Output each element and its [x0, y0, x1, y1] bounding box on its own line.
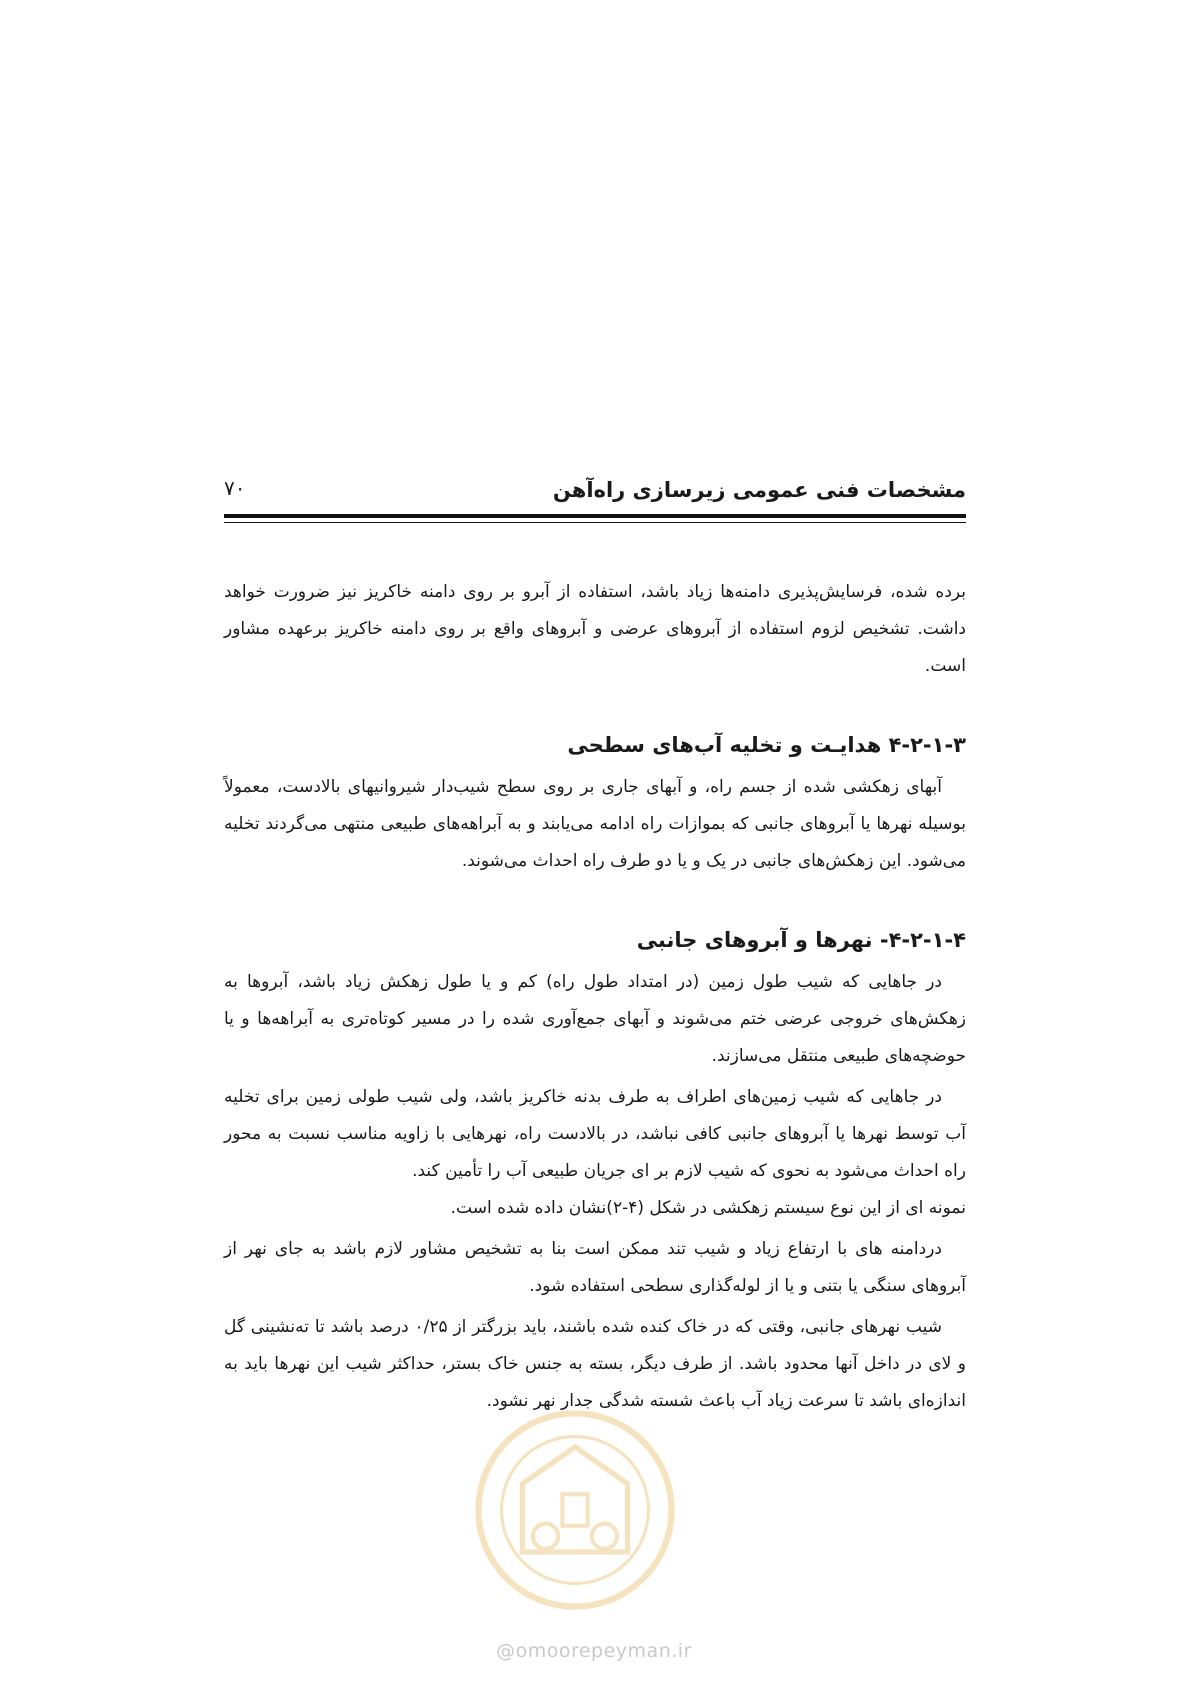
watermark-seal-icon: [470, 1405, 680, 1615]
watermark-site: @omoorepeyman.ir: [496, 1640, 692, 1662]
section-3-heading: ۴-۲-۱-۳ هدایـت و تخلیه آب‌های سطحی: [567, 733, 966, 757]
running-header: [224, 478, 966, 502]
header-rule-thin: [224, 522, 966, 523]
section-4-paragraph-5: شیب نهرهای جانبی، وقتی که در خاک کنده شده باشند، باید بزرگتر از ۰/۲۵ درصد باشد تا ته‌نشینی گل و لای در داخل آنها محدود باشد. از طرف دیگر، بسته به جنس خاک بستر، حداکثر شیب این نهرها باید به اندازه‌ای باشد تا سرعت زیاد آب باعث شسته شدگی جدار نهر نشود.: [224, 1317, 966, 1411]
section-4-paragraph-1: در جاهایی که شیب طول زمین (در امتداد طول راه) کم و یا طول زهکش زیاد باشد، آبروها به زهکش‌های خروجی عرضی ختم می‌شوند و آبهای جمع‌آوری شده را در مسیر کوتاه‌تری به آبراهه‌ها و یا حوضچه‌های طبیعی منتقل می‌سازند.: [224, 972, 966, 1066]
section-3-paragraph: آبهای زهکشی شده از جسم راه، و آبهای جاری بر روی سطح شیب‌دار شیروانیهای بالادست، معمولاً بوسیله نهرها یا آبروهای جانبی که بموازات راه ادامه می‌یابند و به آبراهه‌های طبیعی منتهی می‌گردند تخلیه می‌شود. این زهکش‌های جانبی در یک و یا دو طرف راه احداث می‌شوند.: [224, 777, 966, 871]
section-4-heading: ۴-۲-۱-۴- نهرها و آبروهای جانبی: [636, 928, 966, 952]
header-title: مشخصات فنی عمومی زیرسازی راه‌آهن: [552, 478, 966, 502]
body-text: [224, 574, 966, 1420]
section-4-paragraph-4: دردامنه های با ارتفاع زیاد و شیب تند ممکن است بنا به تشخیص مشاور لازم باشد به جای نهر از آبروهای سنگی یا بتنی و یا از لوله‌گذاری سطحی استفاده شود.: [224, 1239, 966, 1296]
header-rule-thick: [224, 514, 966, 518]
page-number: ۷۰: [224, 476, 246, 500]
intro-paragraph: برده شده، فرسایش‌پذیری دامنه‌ها زیاد باشد، استفاده از آبرو بر روی دامنه خاکریز نیز ضرورت خواهد داشت. تشخیص لزوم استفاده از آبروهای عرضی و آبروهای واقع بر روی دامنه خاکریز برعهده مشاور است.: [224, 582, 966, 676]
figure-reference-paragraph: نمونه ای از این نوع سیستم زهکشی در شکل (۴-۲)نشان داده شده است.: [450, 1198, 966, 1218]
section-4-paragraph-2: در جاهایی که شیب زمین‌های اطراف به طرف بدنه خاکریز باشد، ولی شیب طولی زمین برای تخلیه آب توسط نهرها یا آبروهای جانبی کافی نباشد، در بالادست راه، نهرهایی با زاویه مناسب نسبت به محور راه احداث می‌شود به نحوی که شیب لازم بر ای جریان طبیعی آب را تأمین کند.: [224, 1087, 966, 1181]
